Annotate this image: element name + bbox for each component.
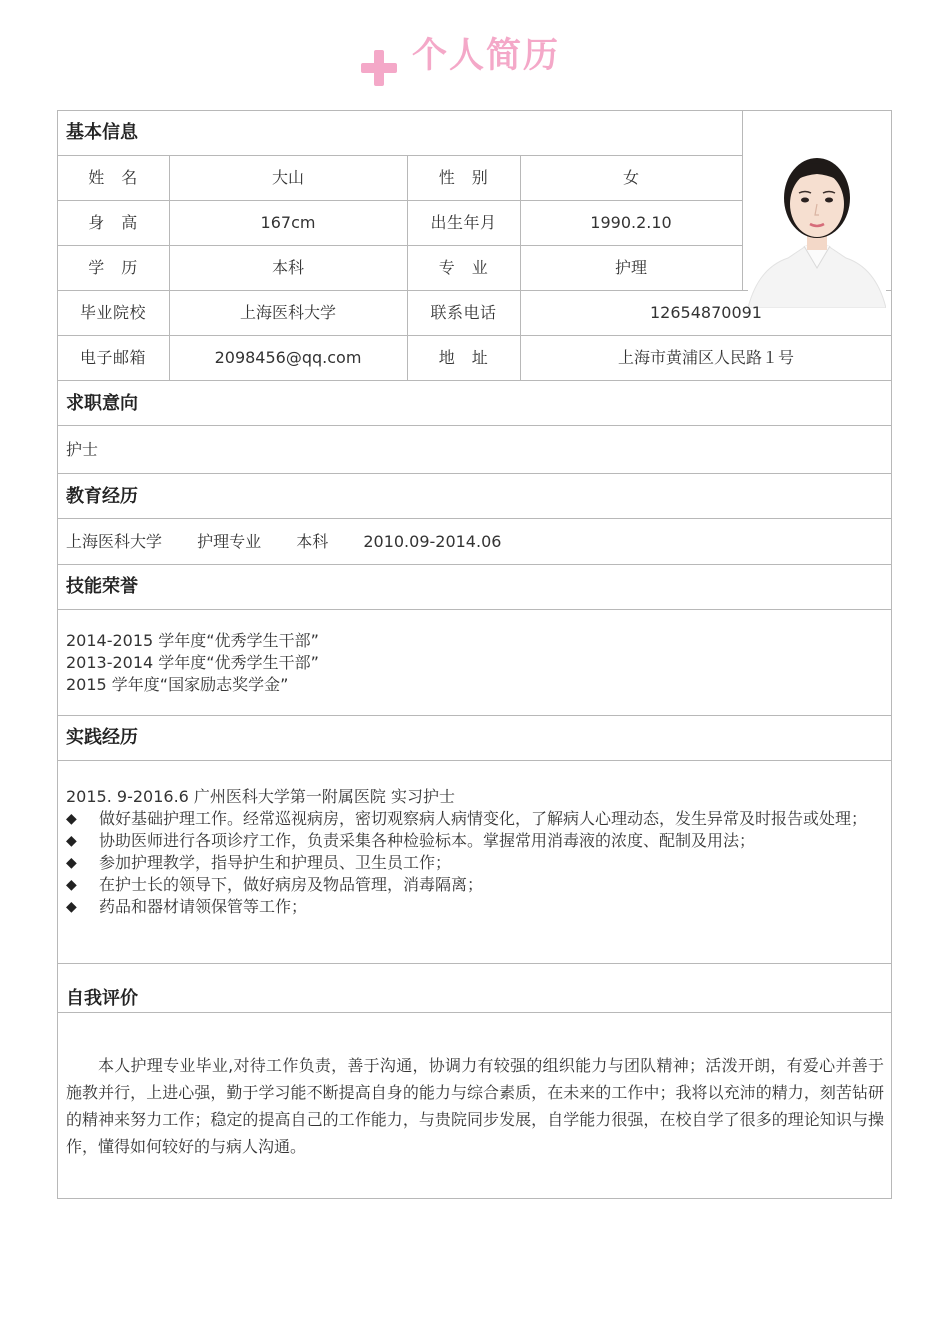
section-title-education: 教育经历 xyxy=(66,486,138,507)
address-value: 上海市黄浦区人民路１号 xyxy=(617,348,794,367)
email-value: 2098456@qq.com xyxy=(214,348,362,367)
divider xyxy=(57,715,892,716)
divider xyxy=(742,110,743,290)
practice-item xyxy=(66,808,882,830)
divider xyxy=(57,425,892,426)
practice-item xyxy=(66,830,882,852)
education-period: 2010.09-2014.06 xyxy=(363,532,502,551)
gender-value: 女 xyxy=(622,168,639,187)
education-degree: 本科 xyxy=(296,532,329,551)
divider xyxy=(57,963,892,964)
diamond-bullet-icon: ◆ xyxy=(66,811,77,827)
phone-label: 联系电话 xyxy=(430,303,497,322)
email-label: 电子邮箱 xyxy=(79,348,146,367)
phone-value: 12654870091 xyxy=(650,303,762,322)
divider xyxy=(57,760,892,761)
height-value: 167cm xyxy=(260,213,316,232)
section-title-self: 自我评价 xyxy=(66,988,138,1009)
practice-item-text: 在护士长的领导下，做好病房及物品管理，消毒隔离； xyxy=(99,875,484,894)
gender-label: 性 别 xyxy=(438,168,489,187)
diamond-bullet-icon: ◆ xyxy=(66,877,77,893)
job-intent: 护士 xyxy=(66,440,99,459)
practice-header: 2015. 9-2016.6 广州医科大学第一附属医院 实习护士 xyxy=(66,787,456,806)
divider xyxy=(57,155,742,156)
divider xyxy=(57,609,892,610)
skill-item: 2015 学年度“国家励志奖学金” xyxy=(66,675,289,694)
diamond-bullet-icon: ◆ xyxy=(66,833,77,849)
self-evaluation: 本人护理专业毕业,对待工作负责，善于沟通，协调力有较强的组织能力与团队精神；活泼开朗，有爱心并善于施教并行，上进心强，勤于学习能不断提高自身的能力与综合素质，在未来的工作中；我将以充沛的精力，刻苦钻研的精神来努力工作；稳定的提高自己的工作能力，与贵院同步发展，自学能力很强，在校自学了很多的理论知识与操作，懂得如何较好的与病人沟通。 xyxy=(66,1056,884,1156)
name-label: 姓 名 xyxy=(88,168,138,187)
practice-list xyxy=(66,808,882,918)
resume-header xyxy=(0,0,950,100)
divider xyxy=(57,518,892,519)
divider xyxy=(57,380,892,381)
section-title-skills: 技能荣誉 xyxy=(66,576,138,597)
divider xyxy=(57,335,892,336)
practice-item xyxy=(66,852,882,874)
divider xyxy=(57,473,892,474)
skill-item: 2013-2014 学年度“优秀学生干部” xyxy=(66,653,319,672)
major-value: 护理 xyxy=(614,258,647,277)
birth-value: 1990.2.10 xyxy=(590,213,672,232)
profile-photo xyxy=(748,118,886,308)
section-title-practice: 实践经历 xyxy=(66,727,138,748)
divider xyxy=(57,200,742,201)
address-label: 地 址 xyxy=(438,348,489,367)
degree-value: 本科 xyxy=(271,258,304,277)
education-major: 护理专业 xyxy=(197,532,262,551)
diamond-bullet-icon: ◆ xyxy=(66,855,77,871)
divider xyxy=(57,1012,892,1013)
practice-item-text: 药品和器材请领保管等工作； xyxy=(99,897,308,916)
birth-label: 出生年月 xyxy=(430,213,497,232)
divider xyxy=(57,245,742,246)
major-label: 专 业 xyxy=(438,258,489,277)
page-title: 个人简历 xyxy=(412,36,561,76)
practice-item-text: 协助医师进行各项诊疗工作，负责采集各种检验标本。掌握常用消毒液的浓度、配制及用法； xyxy=(99,831,756,850)
section-title-intent: 求职意向 xyxy=(66,393,138,414)
education-school: 上海医科大学 xyxy=(66,532,163,551)
school-label: 毕业院校 xyxy=(79,303,146,322)
height-label: 身 高 xyxy=(88,213,138,232)
plus-icon xyxy=(361,50,397,86)
portrait-image xyxy=(748,118,886,308)
skill-item: 2014-2015 学年度“优秀学生干部” xyxy=(66,631,319,650)
school-value: 上海医科大学 xyxy=(239,303,336,322)
name-value: 大山 xyxy=(271,168,304,187)
practice-item xyxy=(66,896,882,918)
degree-label: 学 历 xyxy=(88,258,138,277)
section-title-basic: 基本信息 xyxy=(66,122,138,143)
practice-item-text: 做好基础护理工作。经常巡视病房，密切观察病人病情变化，了解病人心理动态，发生异常及时报告或处理； xyxy=(99,809,868,828)
diamond-bullet-icon: ◆ xyxy=(66,899,77,915)
education-row xyxy=(66,531,531,553)
practice-item-text: 参加护理教学，指导护生和护理员、卫生员工作； xyxy=(99,853,452,872)
practice-item xyxy=(66,874,882,896)
divider xyxy=(57,564,892,565)
